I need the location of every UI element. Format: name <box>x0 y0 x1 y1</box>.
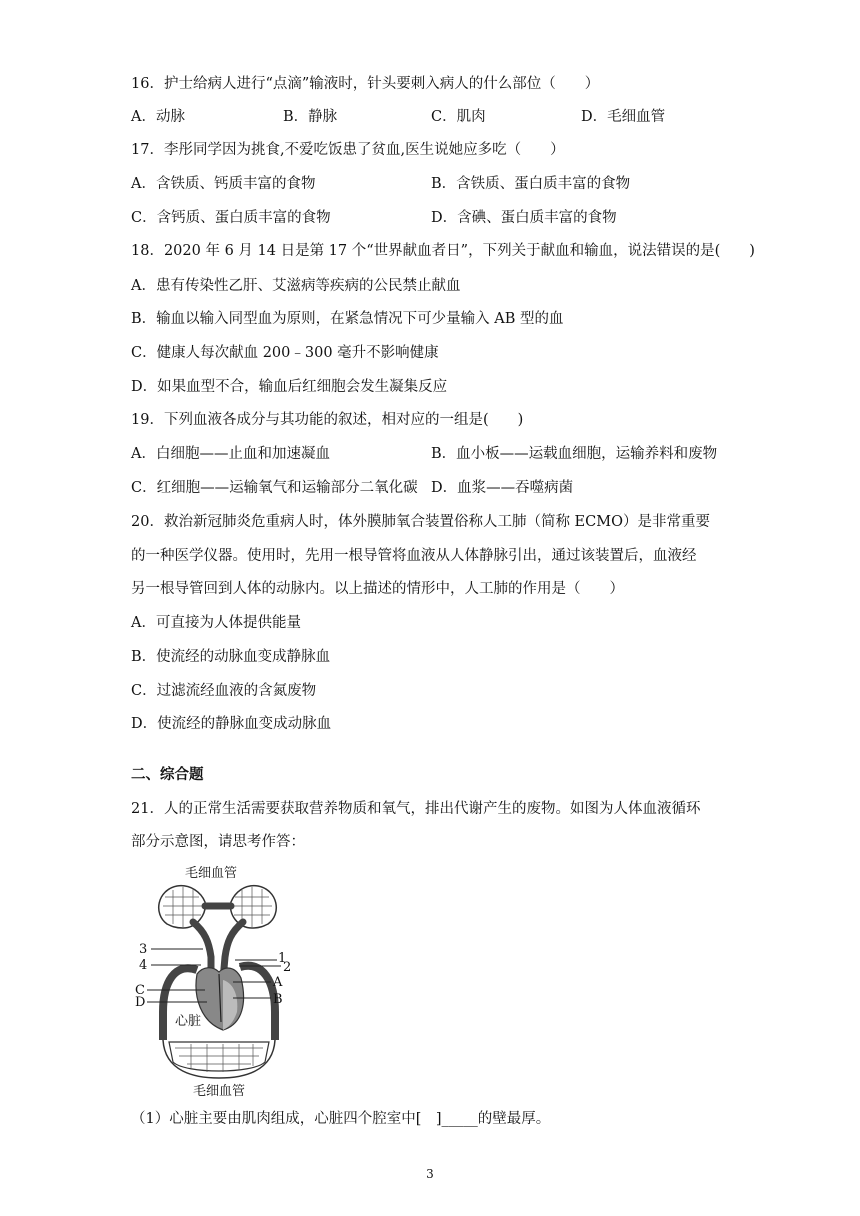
question-17-option-d: D．含碘、蛋白质丰富的食物 <box>431 210 617 226</box>
question-20-stem-line-2: 的一种医学仪器。使用时，先用一根导管将血液从人体静脉引出，通过该装置后，血液经 <box>131 548 697 564</box>
question-21-stem-line-2: 部分示意图，请思考作答： <box>131 834 305 850</box>
question-19-stem: 19．下列血液各成分与其功能的叙述，相对应的一组是( ) <box>131 412 524 428</box>
question-16-stem: 16．护士给病人进行“点滴”输液时，针头要刺入病人的什么部位（ ） <box>131 76 600 92</box>
question-16-option-c: C．肌肉 <box>431 109 486 125</box>
question-18-option-c: C．健康人每次献血 200﹣300 毫升不影响健康 <box>131 345 439 361</box>
question-20-option-a: A．可直接为人体提供能量 <box>131 615 301 631</box>
question-20-option-d: D．使流经的静脉血变成动脉血 <box>131 716 332 732</box>
question-16-option-a: A．动脉 <box>131 109 185 125</box>
question-17-stem: 17．李彤同学因为挑食,不爱吃饭患了贫血,医生说她应多吃（ ） <box>131 142 565 158</box>
question-20-option-c: C．过滤流经血液的含氮废物 <box>131 683 317 699</box>
question-18-option-a: A．患有传染性乙肝、艾滋病等疾病的公民禁止献血 <box>131 278 461 294</box>
label-3: 3 <box>139 942 148 957</box>
question-20-option-b: B．使流经的动脉血变成静脉血 <box>131 649 331 665</box>
question-18-stem: 18．2020 年 6 月 14 日是第 17 个“世界献血者日”，下列关于献血和输血，说法错误的是( ) <box>131 243 755 259</box>
capillary-top-label: 毛细血管 <box>185 866 238 881</box>
question-19-option-c: C．红细胞——运输氧气和运输部分二氧化碳 <box>131 480 418 496</box>
blood-circulation-diagram <box>135 862 300 1100</box>
question-19-option-d: D．血浆——吞噬病菌 <box>431 480 574 496</box>
capillary-bottom-label: 毛细血管 <box>193 1084 246 1099</box>
question-16-option-b: B．静脉 <box>283 109 338 125</box>
heart-label: 心脏 <box>175 1014 202 1029</box>
label-b: B <box>273 992 283 1007</box>
question-17-option-c: C．含钙质、蛋白质丰富的食物 <box>131 210 331 226</box>
heart-icon <box>196 968 244 1030</box>
label-2: 2 <box>283 960 292 975</box>
label-a: A <box>273 975 283 990</box>
body-capillaries-icon <box>163 1040 275 1078</box>
question-19-option-a: A．白细胞——止血和加速凝血 <box>131 446 330 462</box>
question-21-sub-1: （1）心脏主要由肌肉组成，心脏四个腔室中[ ]_____的壁最厚。 <box>131 1111 551 1127</box>
label-1: 1 <box>278 951 287 966</box>
label-c: C <box>135 983 145 998</box>
question-18-option-b: B．输血以输入同型血为原则，在紧急情况下可少量输入 AB 型的血 <box>131 311 564 327</box>
question-20-stem-line-1: 20．救治新冠肺炎危重病人时，体外膜肺氧合装置俗称人工肺（简称 ECMO）是非常重要 <box>131 514 710 530</box>
label-4: 4 <box>139 958 148 973</box>
question-16-option-d: D．毛细血管 <box>581 109 666 125</box>
question-17-option-a: A．含铁质、钙质丰富的食物 <box>131 176 316 192</box>
page-number: 3 <box>426 1167 434 1181</box>
question-18-option-d: D．如果血型不合，输血后红细胞会发生凝集反应 <box>131 379 448 395</box>
question-19-option-b: B．血小板——运载血细胞，运输养料和废物 <box>431 446 718 462</box>
question-21-stem-line-1: 21．人的正常生活需要获取营养物质和氧气，排出代谢产生的废物。如图为人体血液循环 <box>131 801 701 817</box>
question-17-option-b: B．含铁质、蛋白质丰富的食物 <box>431 176 631 192</box>
question-20-stem-line-3: 另一根导管回到人体的动脉内。以上描述的情形中，人工肺的作用是（ ） <box>131 581 624 597</box>
label-d: D <box>135 995 146 1010</box>
section-title: 二、综合题 <box>131 766 204 783</box>
